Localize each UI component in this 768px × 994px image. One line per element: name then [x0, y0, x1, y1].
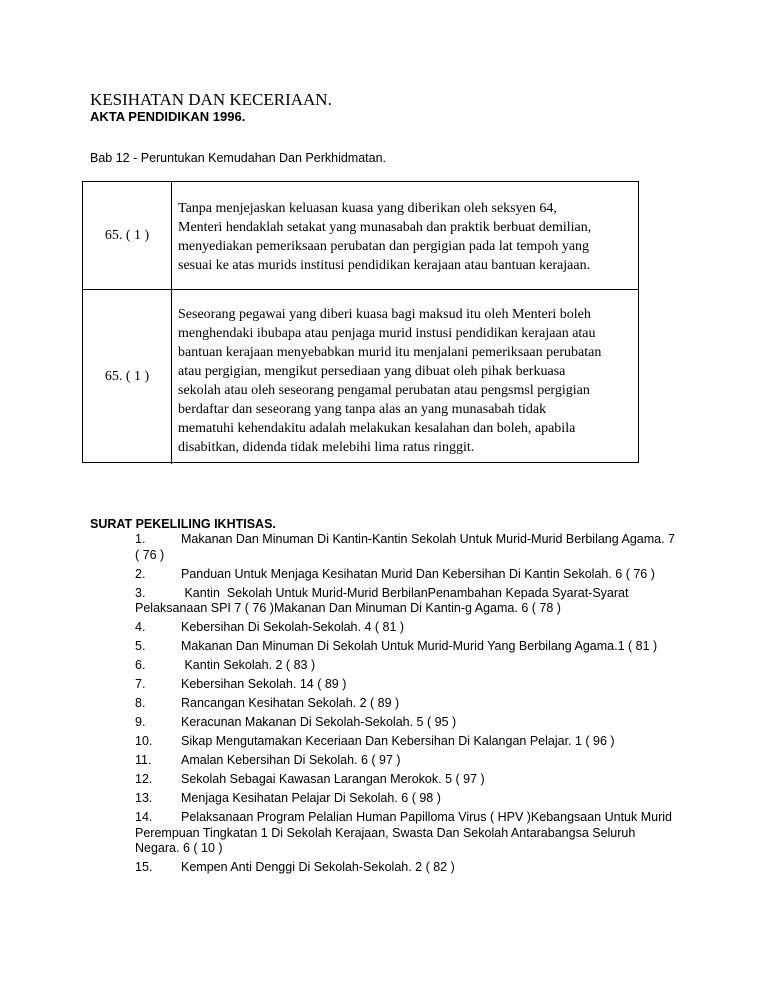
- list-item-number: 7.: [135, 677, 146, 691]
- list-item-text: Kebersihan Di Sekolah-Sekolah. 4 ( 81 ): [181, 620, 405, 634]
- list-item-line: [135, 860, 685, 876]
- list-item-text: Kantin Sekolah. 2 ( 83 ): [181, 658, 316, 672]
- list-item-line: [135, 810, 685, 826]
- list-item-line: [135, 677, 685, 693]
- text-line: atau pergigian, mengikut persediaan yang dibuat oleh pihak berkuasa: [178, 364, 566, 379]
- list-item-line: [135, 696, 685, 712]
- document-title: KESIHATAN DAN KECERIAAN.: [90, 90, 332, 109]
- list-item: [135, 734, 685, 750]
- list-item-number: 1.: [135, 532, 146, 546]
- list-item-line: [135, 532, 685, 548]
- list-item-line: [135, 772, 685, 788]
- list-item-text: Amalan Kebersihan Di Sekolah. 6 ( 97 ): [181, 753, 401, 767]
- list-item: [135, 753, 685, 769]
- list-item-number: 3.: [135, 585, 146, 600]
- list-item-number: 10.: [135, 734, 153, 748]
- list-item-text: Makanan Dan Minuman Di Kantin-Kantin Sekolah Untuk Murid-Murid Berbilang Agama. 7: [181, 532, 676, 546]
- list-item-line: [135, 753, 685, 769]
- circulars-list: [135, 532, 685, 879]
- list-item: [135, 567, 685, 583]
- list-item-number: 6.: [135, 658, 146, 672]
- list-item-number: 11.: [135, 753, 152, 767]
- list-item-number: 13.: [135, 791, 153, 805]
- list-item-text: Keracunan Makanan Di Sekolah-Sekolah. 5 ( 95 ): [181, 715, 457, 729]
- list-item-number: 15.: [135, 860, 153, 874]
- list-item-text: Rancangan Kesihatan Sekolah. 2 ( 89 ): [181, 696, 400, 710]
- list-item-continuation: Perempuan Tingkatan 1 Di Sekolah Kerajaan, Swasta Dan Sekolah Antarabangsa Seluruh: [135, 825, 636, 840]
- list-item-continuation: Negara. 6 ( 10 ): [135, 841, 223, 855]
- list-item: [135, 658, 685, 674]
- text-line: menyediakan pemeriksaan perubatan dan pergigian pada lat tempoh yang: [178, 239, 590, 254]
- list-item-line: [135, 586, 685, 602]
- list-item-text: Kantin Sekolah Untuk Murid-Murid BerbilanPenambahan Kepada Syarat-Syarat: [181, 585, 629, 600]
- list-item-number: 12.: [135, 772, 153, 786]
- list-item-line: [135, 715, 685, 731]
- text-line: bantuan kerajaan menyebabkan murid itu menjalani pemeriksaan perubatan: [178, 345, 602, 360]
- text-line: Seseorang pegawai yang diberi kuasa bagi maksud itu oleh Menteri boleh: [178, 307, 591, 322]
- list-item-text: Kempen Anti Denggi Di Sekolah-Sekolah. 2 ( 82 ): [181, 860, 455, 874]
- list-item-number: 8.: [135, 696, 146, 710]
- section-table: [82, 181, 639, 463]
- text-line: disabitkan, didenda tidak melebihi lima ratus ringgit.: [178, 440, 475, 455]
- list-item: [135, 860, 685, 876]
- list-item-number: 5.: [135, 639, 146, 653]
- text-line: sesuai ke atas murids institusi pendidikan kerajaan atau bantuan kerajaan.: [178, 258, 591, 273]
- list-item: [135, 791, 685, 807]
- section-number: 65. ( 1 ): [83, 182, 172, 289]
- list-item-text: Kebersihan Sekolah. 14 ( 89 ): [181, 677, 347, 691]
- list-item-number: 4.: [135, 620, 146, 634]
- table-row: [83, 289, 638, 464]
- act-title: AKTA PENDIDIKAN 1996.: [90, 109, 246, 124]
- table-row: [83, 182, 638, 289]
- section-text: [178, 305, 632, 457]
- list-item: [135, 696, 685, 712]
- list-item: [135, 532, 685, 563]
- list-item-line: [135, 639, 685, 655]
- list-item: [135, 586, 685, 617]
- list-item: [135, 810, 685, 857]
- list-item-text: Panduan Untuk Menjaga Kesihatan Murid Dan Kebersihan Di Kantin Sekolah. 6 ( 76 ): [181, 566, 655, 581]
- list-item: [135, 772, 685, 788]
- list-item-number: 14.: [135, 810, 153, 824]
- list-item-line: [135, 567, 685, 583]
- list-item: [135, 620, 685, 636]
- list-item: [135, 639, 685, 655]
- list-item-number: 2.: [135, 566, 146, 581]
- list-item-text: Sikap Mengutamakan Keceriaan Dan Kebersihan Di Kalangan Pelajar. 1 ( 96 ): [181, 734, 615, 748]
- text-line: berdaftar dan seseorang yang tanpa alas an yang munasabah tidak: [178, 402, 547, 417]
- list-item: [135, 677, 685, 693]
- text-line: Tanpa menjejaskan keluasan kuasa yang diberikan oleh seksyen 64,: [178, 201, 557, 216]
- text-line: mematuhi kehendakitu adalah melakukan kesalahan dan boleh, apabila: [178, 421, 576, 436]
- list-item-text: Menjaga Kesihatan Pelajar Di Sekolah. 6 ( 98 ): [181, 791, 441, 805]
- section-number: 65. ( 1 ): [83, 290, 172, 464]
- list-item-number: 9.: [135, 715, 146, 729]
- list-item-line: [135, 620, 685, 636]
- list-item-continuation: ( 76 ): [135, 547, 165, 562]
- list-item-text: Makanan Dan Minuman Di Sekolah Untuk Murid-Murid Yang Berbilang Agama.1 ( 81 ): [181, 639, 658, 653]
- text-line: menghendaki ibubapa atau penjaga murid instusi pendidikan kerajaan atau: [178, 326, 596, 341]
- list-item-text: Sekolah Sebagai Kawasan Larangan Merokok. 5 ( 97 ): [181, 772, 485, 786]
- list-item-text: Pelaksanaan Program Pelalian Human Papilloma Virus ( HPV )Kebangsaan Untuk Murid: [181, 810, 672, 824]
- list-item: [135, 715, 685, 731]
- chapter-heading: Bab 12 - Peruntukan Kemudahan Dan Perkhidmatan.: [90, 151, 387, 165]
- text-line: Menteri hendaklah setakat yang munasabah dan praktik berbuat demilian,: [178, 220, 592, 235]
- section-text: [178, 199, 632, 275]
- list-item-continuation: Pelaksanaan SPI 7 ( 76 )Makanan Dan Minuman Di Kantin-g Agama. 6 ( 78 ): [135, 601, 561, 615]
- circulars-heading: SURAT PEKELILING IKHTISAS.: [90, 517, 276, 531]
- list-item-line: [135, 734, 685, 750]
- list-item-line: [135, 791, 685, 807]
- text-line: sekolah atau oleh seseorang pengamal perubatan atau pengsmsl pergigian: [178, 383, 590, 398]
- list-item-line: [135, 658, 685, 674]
